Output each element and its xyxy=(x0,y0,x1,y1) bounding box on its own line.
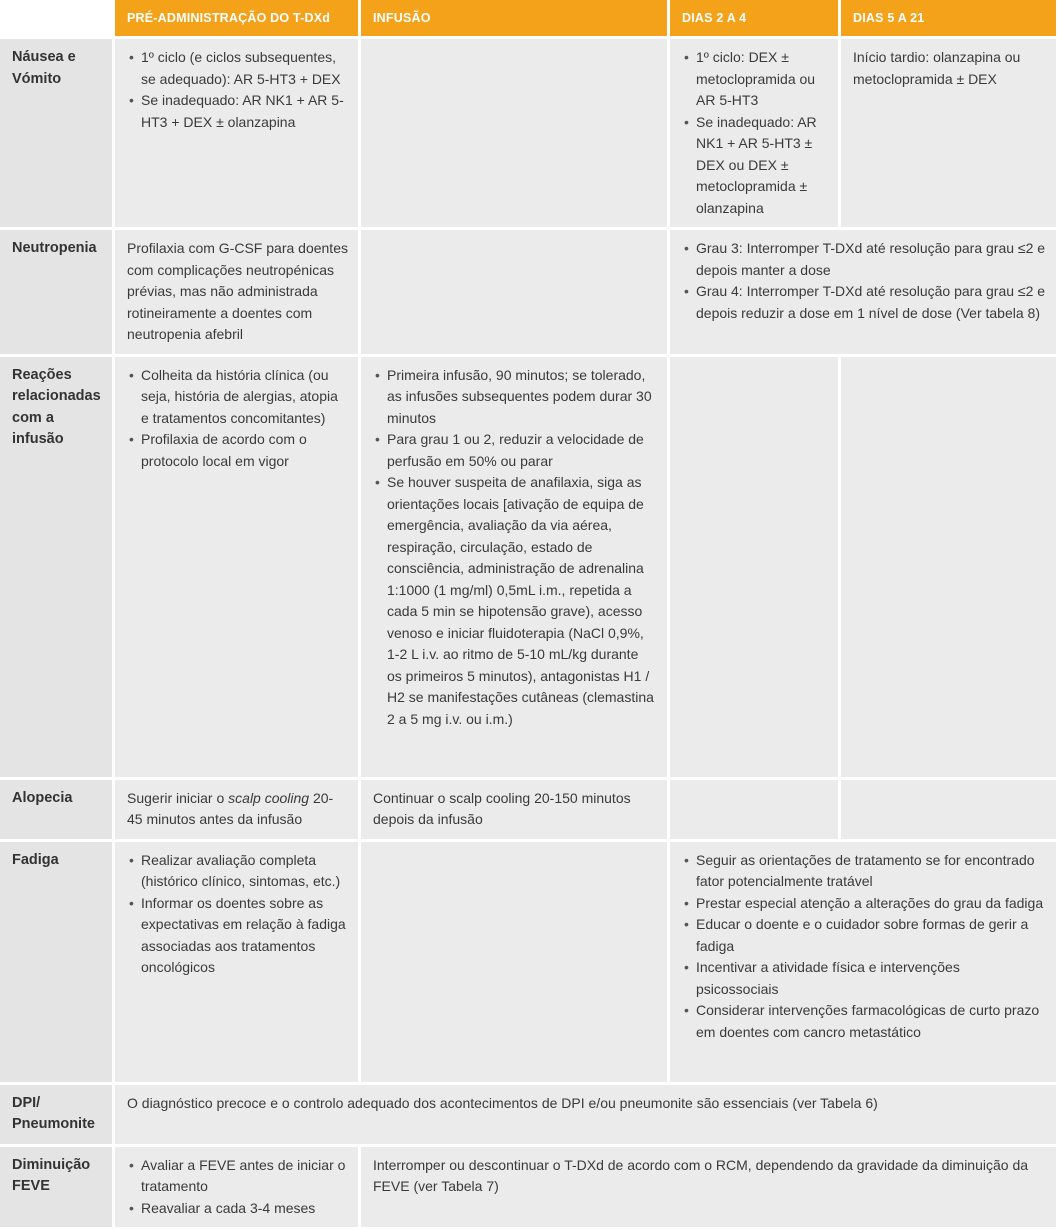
cell-nausea-pre xyxy=(115,39,358,227)
row-alopecia xyxy=(0,780,1056,839)
row-neutropenia xyxy=(0,230,1056,354)
row-label-infusion-reactions: Reações relacionadas com a infusão xyxy=(0,357,112,777)
list-item: • Profilaxia de acordo com o protocolo local em vigor xyxy=(127,429,348,472)
cell-alopecia-days-2-4 xyxy=(670,780,838,839)
cell-nausea-days-2-4 xyxy=(670,39,838,227)
list-item: • 1º ciclo: DEX ± metoclopramida ou AR 5-HT3 xyxy=(682,47,828,112)
list-item: • Para grau 1 ou 2, reduzir a velocidade de perfusão em 50% ou parar xyxy=(373,429,657,472)
alopecia-pre-emphasis: scalp cooling xyxy=(228,789,310,806)
cell-nausea-days-5-21: Início tardio: olanzapina ou metoclopramida ± DEX xyxy=(841,39,1056,227)
list-item: • Realizar avaliação completa (histórico clínico, sintomas, etc.) xyxy=(127,850,348,893)
list-item: • Considerar intervenções farmacológicas de curto prazo em doentes com cancro metastático xyxy=(682,1000,1046,1043)
cell-irr-days-5-21 xyxy=(841,357,1056,777)
list-item: • 1º ciclo (e ciclos subsequentes, se adequado): AR 5-HT3 + DEX xyxy=(127,47,348,90)
cell-alopecia-pre xyxy=(115,780,358,839)
row-fatigue xyxy=(0,842,1056,1082)
list-item: • Se inadequado: AR NK1 + AR 5-HT3 ± DEX ou DEX ± metoclopramida ± olanzapina xyxy=(682,112,828,220)
header-days-2-4: DIAS 2 A 4 xyxy=(670,0,838,36)
list-item: • Seguir as orientações de tratamento se for encontrado fator potencialmente tratável xyxy=(682,850,1046,893)
cell-irr-infusion xyxy=(361,357,667,777)
list-item: • Se inadequado: AR NK1 + AR 5-HT3 + DEX ± olanzapina xyxy=(127,90,348,133)
cell-nausea-infusion xyxy=(361,39,667,227)
cell-neutropenia-days-2-21 xyxy=(670,230,1056,354)
cell-neutropenia-infusion xyxy=(361,230,667,354)
cell-lvef-pre xyxy=(115,1147,358,1228)
list-item: • Avaliar a FEVE antes de iniciar o tratamento xyxy=(127,1155,348,1198)
row-label-dpi-pneumonitis: DPI/ Pneumonite xyxy=(0,1085,112,1144)
row-lvef-decrease xyxy=(0,1147,1056,1228)
header-empty xyxy=(0,0,112,36)
list-item: • Se houver suspeita de anafilaxia, siga as orientações locais [ativação de equipa de emergência, avaliação da via aérea, respiração, circulação, estado de consciência, administração de adrenalina 1:1000 (1 mg/ml) 0,5mL i.m., repetida a cada 5 min se hipotensão grave), acesso venoso e iniciar fluidoterapia (NaCl 0,9%, 1-2 L i.v. ao ritmo de 5-10 mL/kg durante os primeiros 5 minutos), antagonistas H1 / H2 se manifestações cutâneas (clemastina 2 a 5 mg i.v. ou i.m.) xyxy=(373,472,657,730)
row-dpi-pneumonitis xyxy=(0,1085,1056,1144)
row-label-fatigue: Fadiga xyxy=(0,842,112,1082)
list-item: • Reavaliar a cada 3-4 meses xyxy=(127,1198,348,1220)
list-item: • Educar o doente e o cuidador sobre formas de gerir a fadiga xyxy=(682,914,1046,957)
list-item: • Grau 3: Interromper T-DXd até resolução para grau ≤2 e depois manter a dose xyxy=(682,238,1046,281)
row-label-nausea: Náusea e Vómito xyxy=(0,39,112,227)
list-item: • Primeira infusão, 90 minutos; se tolerado, as infusões subsequentes podem durar 30 minutos xyxy=(373,365,657,430)
cell-lvef-rest: Interromper ou descontinuar o T-DXd de acordo com o RCM, dependendo da gravidade da diminuição da FEVE (ver Tabela 7) xyxy=(361,1147,1056,1228)
header-days-5-21: DIAS 5 A 21 xyxy=(841,0,1056,36)
header-pre-administration: PRÉ-ADMINISTRAÇÃO DO T-DXd xyxy=(115,0,358,36)
row-nausea xyxy=(0,39,1056,227)
list-item: • Prestar especial atenção a alterações do grau da fadiga xyxy=(682,893,1046,915)
row-label-neutropenia: Neutropenia xyxy=(0,230,112,354)
row-label-lvef-decrease: Diminuição FEVE xyxy=(0,1147,112,1228)
cell-irr-pre xyxy=(115,357,358,777)
alopecia-pre-text-a: Sugerir iniciar o xyxy=(127,789,229,806)
row-infusion-reactions xyxy=(0,357,1056,777)
cell-alopecia-infusion: Continuar o scalp cooling 20-150 minutos depois da infusão xyxy=(361,780,667,839)
cell-alopecia-days-5-21 xyxy=(841,780,1056,839)
list-item: • Colheita da história clínica (ou seja, história de alergias, atopia e tratamentos concomitantes) xyxy=(127,365,348,430)
list-item: • Grau 4: Interromper T-DXd até resolução para grau ≤2 e depois reduzir a dose em 1 nível de dose (Ver tabela 8) xyxy=(682,281,1046,324)
list-item: • Informar os doentes sobre as expectativas em relação à fadiga associadas aos tratamentos oncológicos xyxy=(127,893,348,979)
cell-fatigue-infusion xyxy=(361,842,667,1082)
row-label-alopecia: Alopecia xyxy=(0,780,112,839)
header-row xyxy=(0,0,1056,36)
cell-fatigue-pre xyxy=(115,842,358,1082)
cell-dpi-all: O diagnóstico precoce e o controlo adequado dos acontecimentos de DPI e/ou pneumonite são essenciais (ver Tabela 6) xyxy=(115,1085,1056,1144)
cell-neutropenia-pre: Profilaxia com G-CSF para doentes com complicações neutropénicas prévias, mas não administrada rotineiramente a doentes com neutropenia afebril xyxy=(115,230,358,354)
cell-irr-days-2-4 xyxy=(670,357,838,777)
alopecia-pre-text-b: 20-45 minutos antes da infusão xyxy=(127,789,334,827)
cell-fatigue-days-2-21 xyxy=(670,842,1056,1082)
list-item: • Incentivar a atividade física e intervenções psicossociais xyxy=(682,957,1046,1000)
header-infusion: INFUSÃO xyxy=(361,0,667,36)
